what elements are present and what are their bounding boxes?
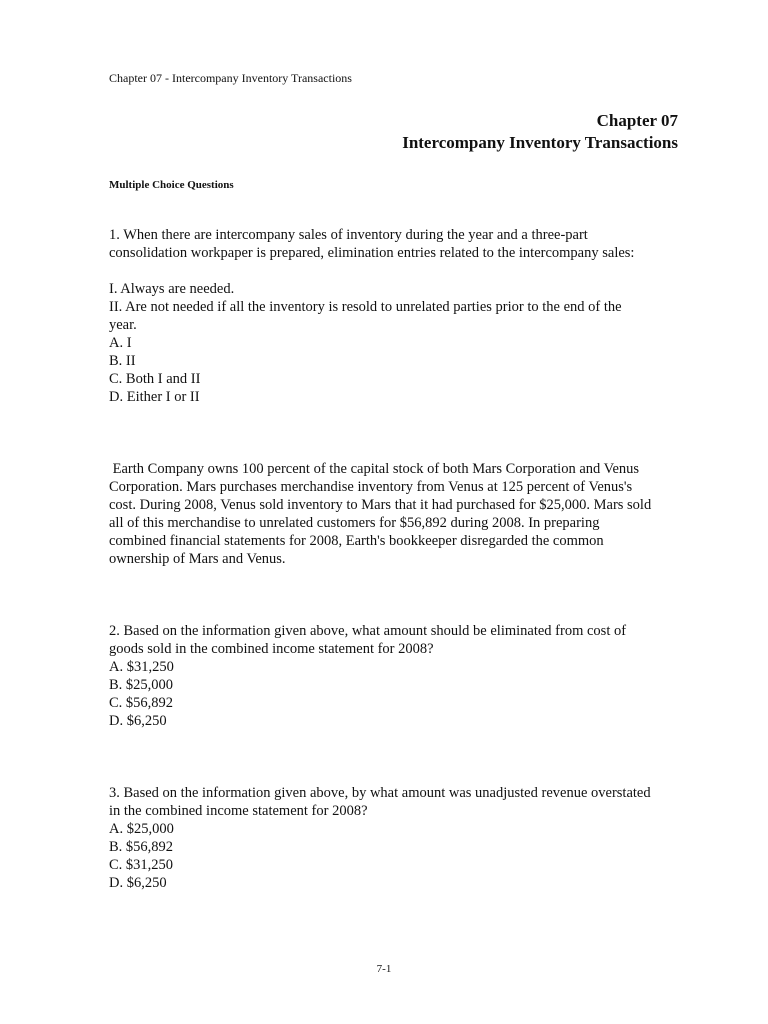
scenario-line: ownership of Mars and Venus.	[109, 551, 286, 567]
statement-line: II. Are not needed if all the inventory is resold to unrelated parties prior to the end of the	[109, 299, 622, 315]
option-a: A. I	[109, 335, 132, 351]
scenario-line: cost. During 2008, Venus sold inventory to Mars that it had purchased for $25,000. Mars sold	[109, 497, 652, 513]
scenario-line: combined financial statements for 2008, Earth's bookkeeper disregarded the common	[109, 533, 604, 549]
option-c: C. $31,250	[109, 857, 174, 873]
title-block	[402, 110, 678, 154]
section-heading: Multiple Choice Questions	[109, 179, 234, 191]
running-header: Chapter 07 - Intercompany Inventory Transactions	[109, 71, 352, 85]
question-2	[109, 622, 689, 730]
question-3	[109, 784, 689, 892]
question-1	[109, 226, 689, 262]
option-d: D. Either I or II	[109, 389, 200, 405]
option-b: B. $56,892	[109, 839, 174, 855]
statement-line: year.	[109, 317, 137, 333]
question-1-stem-line: consolidation workpaper is prepared, elimination entries related to the intercompany sales:	[109, 245, 635, 261]
question-2-stem-line: 2. Based on the information given above, what amount should be eliminated from cost of	[109, 623, 627, 639]
option-a: A. $31,250	[109, 659, 174, 675]
chapter-title: Intercompany Inventory Transactions	[402, 133, 678, 152]
option-c: C. $56,892	[109, 695, 174, 711]
question-1-statements	[109, 280, 689, 406]
scenario-line: Corporation. Mars purchases merchandise inventory from Venus at 125 percent of Venus's	[109, 479, 633, 495]
option-d: D. $6,250	[109, 713, 167, 729]
option-d: D. $6,250	[109, 875, 167, 891]
chapter-number: Chapter 07	[596, 111, 678, 130]
question-1-stem-line: 1. When there are intercompany sales of inventory during the year and a three-part	[109, 227, 588, 243]
statement-line: I. Always are needed.	[109, 281, 235, 297]
question-3-stem-line: 3. Based on the information given above, by what amount was unadjusted revenue overstated	[109, 785, 651, 801]
question-2-stem-line: goods sold in the combined income statement for 2008?	[109, 641, 434, 657]
option-b: B. $25,000	[109, 677, 174, 693]
page-number: 7-1	[376, 963, 392, 975]
option-b: B. II	[109, 353, 136, 369]
scenario-line: Earth Company owns 100 percent of the capital stock of both Mars Corporation and Venus	[109, 461, 640, 477]
scenario-paragraph	[109, 460, 689, 568]
option-a: A. $25,000	[109, 821, 174, 837]
scenario-line: all of this merchandise to unrelated customers for $56,892 during 2008. In preparing	[109, 515, 600, 531]
option-c: C. Both I and II	[109, 371, 201, 387]
question-3-stem-line: in the combined income statement for 2008?	[109, 803, 368, 819]
